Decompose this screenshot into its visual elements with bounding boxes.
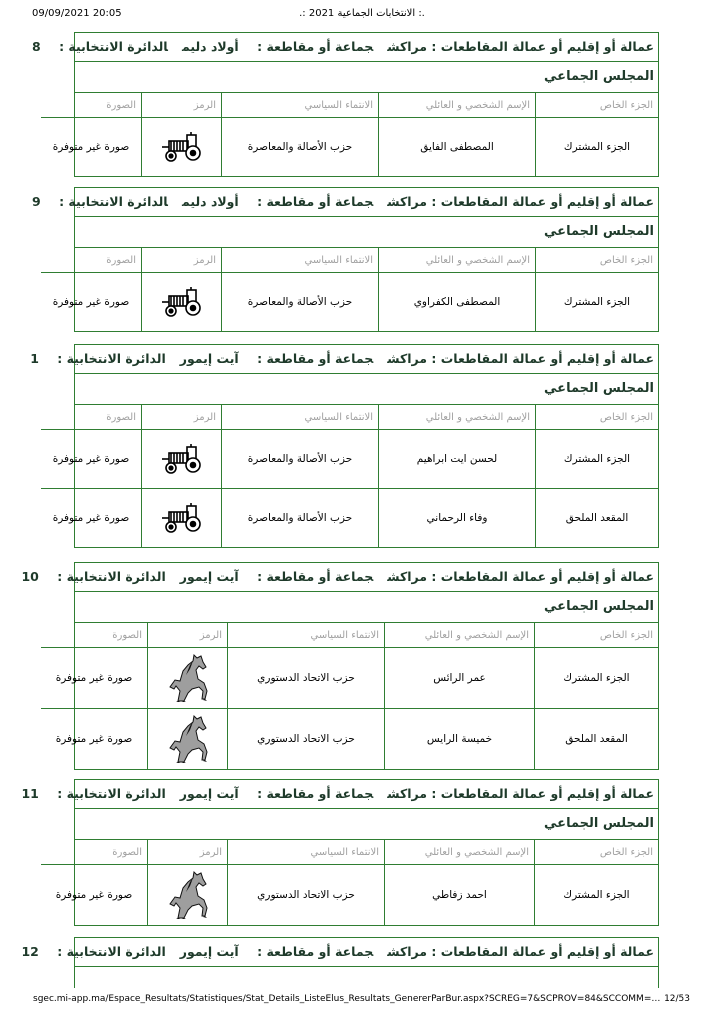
district-block-1 xyxy=(30,344,659,548)
name-cell: المصطفى الكفراوي xyxy=(379,273,536,332)
table-row xyxy=(41,430,658,489)
table-row xyxy=(41,865,658,926)
tractor-icon xyxy=(160,132,204,162)
col-party: الانتماء السياسي xyxy=(222,405,379,430)
photo-cell: صورة غير متوفرة xyxy=(55,733,133,745)
print-footer xyxy=(0,994,724,1008)
col-symbol: الرمز xyxy=(142,405,222,430)
col-photo: الصورة xyxy=(41,623,148,648)
horse-icon xyxy=(166,714,210,764)
col-symbol: الرمز xyxy=(148,840,228,865)
symbol-cell xyxy=(148,709,228,770)
col-part: الجزء الخاص xyxy=(535,840,659,865)
name-cell: عمر الرائس xyxy=(385,648,535,709)
photo-cell: صورة غير متوفرة xyxy=(41,648,148,709)
district-header: عمالة أو إقليم أو عمالة المقاطعات : مراكشجماعة أو مقاطعة : آيت إيمورالدائرة الانتخابية : 11 xyxy=(75,780,658,809)
district-header: عمالة أو إقليم أو عمالة المقاطعات : مراكشجماعة أو مقاطعة : آيت إيمورالدائرة الانتخابية : 12 xyxy=(75,938,658,967)
col-photo: الصورة xyxy=(41,93,142,118)
name-cell: خميسة الرايس xyxy=(385,709,535,770)
name-cell: احمد زفاطي xyxy=(385,865,535,926)
col-part: الجزء الخاص xyxy=(536,405,659,430)
table-row xyxy=(41,709,658,770)
col-party: الانتماء السياسي xyxy=(222,248,379,273)
symbol-cell xyxy=(148,865,228,926)
council-title: المجلس الجماعي xyxy=(75,374,658,405)
col-name: الإسم الشخصي و العائلي xyxy=(385,623,535,648)
party-cell: حزب الاتحاد الدستوري xyxy=(228,648,385,709)
col-name: الإسم الشخصي و العائلي xyxy=(379,405,536,430)
col-name: الإسم الشخصي و العائلي xyxy=(379,248,536,273)
part-cell: الجزء المشترك xyxy=(536,430,659,489)
symbol-cell xyxy=(142,430,222,489)
party-cell: حزب الاتحاد الدستوري xyxy=(228,865,385,926)
symbol-cell xyxy=(142,489,222,548)
col-symbol: الرمز xyxy=(148,623,228,648)
col-name: الإسم الشخصي و العائلي xyxy=(379,93,536,118)
party-cell: حزب الأصالة والمعاصرة xyxy=(222,430,379,489)
table-row xyxy=(41,273,658,332)
district-header: عمالة أو إقليم أو عمالة المقاطعات : مراكشجماعة أو مقاطعة : آيت إيمورالدائرة الانتخابية : 10 xyxy=(75,563,658,592)
party-cell: حزب الأصالة والمعاصرة xyxy=(222,273,379,332)
col-photo: الصورة xyxy=(41,840,148,865)
district-block-8 xyxy=(32,32,659,177)
symbol-cell xyxy=(142,118,222,177)
col-photo: الصورة xyxy=(41,405,142,430)
col-party: الانتماء السياسي xyxy=(222,93,379,118)
photo-cell: صورة غير متوفرة xyxy=(52,512,130,524)
party-cell: حزب الأصالة والمعاصرة xyxy=(222,489,379,548)
district-block-9 xyxy=(32,187,659,332)
council-title: المجلس الجماعي xyxy=(75,809,658,840)
part-cell: المقعد الملحق xyxy=(535,709,659,770)
tractor-icon xyxy=(160,503,204,533)
print-datetime: 09/09/2021 20:05 xyxy=(32,8,122,19)
table-row xyxy=(41,489,658,548)
horse-icon xyxy=(166,653,210,703)
results-table xyxy=(41,405,658,547)
district-block-11 xyxy=(21,779,659,926)
page-number: 12/53 xyxy=(664,994,690,1004)
part-cell: الجزء المشترك xyxy=(536,273,659,332)
party-cell: حزب الأصالة والمعاصرة xyxy=(222,118,379,177)
district-block-10 xyxy=(21,562,659,770)
results-table xyxy=(41,623,658,769)
col-part: الجزء الخاص xyxy=(536,248,659,273)
results-table xyxy=(41,248,658,331)
district-block-12 xyxy=(21,937,659,988)
name-cell: وفاء الرحماني xyxy=(379,489,536,548)
results-table xyxy=(41,93,658,176)
col-photo: الصورة xyxy=(41,248,142,273)
col-party: الانتماء السياسي xyxy=(228,623,385,648)
horse-icon xyxy=(166,870,210,920)
col-name: الإسم الشخصي و العائلي xyxy=(385,840,535,865)
council-title: المجلس الجماعي xyxy=(75,592,658,623)
col-part: الجزء الخاص xyxy=(535,623,659,648)
party-cell: حزب الاتحاد الدستوري xyxy=(228,709,385,770)
photo-cell: صورة غير متوفرة xyxy=(55,889,133,901)
tractor-icon xyxy=(160,444,204,474)
results-table xyxy=(41,840,658,925)
photo-cell: صورة غير متوفرة xyxy=(52,141,130,153)
symbol-cell xyxy=(142,273,222,332)
district-header: عمالة أو إقليم أو عمالة المقاطعات : مراكشجماعة أو مقاطعة : أولاد دليمالدائرة الانتخابية : 9 xyxy=(75,188,658,217)
part-cell: الجزء المشترك xyxy=(536,118,659,177)
district-header: عمالة أو إقليم أو عمالة المقاطعات : مراكشجماعة أو مقاطعة : آيت إيمورالدائرة الانتخابية : 1 xyxy=(75,345,658,374)
name-cell: المصطفى الفايق xyxy=(379,118,536,177)
council-title: المجلس الجماعي xyxy=(75,62,658,93)
col-party: الانتماء السياسي xyxy=(228,840,385,865)
part-cell: الجزء المشترك xyxy=(535,648,659,709)
part-cell: المقعد الملحق xyxy=(536,489,659,548)
tractor-icon xyxy=(160,287,204,317)
symbol-cell xyxy=(148,648,228,709)
print-url: sgec.mi-app.ma/Espace_Resultats/Statistiques/Stat_Details_ListeElus_Resultats_GenererParBur.aspx?SCREG=7&SCPROV=84&SCCOMM=… xyxy=(33,994,661,1004)
council-title: المجلس الجماعي xyxy=(75,217,658,248)
name-cell: لحسن ايت ابراهيم xyxy=(379,430,536,489)
part-cell: الجزء المشترك xyxy=(535,865,659,926)
table-row xyxy=(41,648,658,709)
print-header xyxy=(0,8,724,24)
col-symbol: الرمز xyxy=(142,93,222,118)
col-symbol: الرمز xyxy=(142,248,222,273)
photo-cell: صورة غير متوفرة xyxy=(52,296,130,308)
district-header: عمالة أو إقليم أو عمالة المقاطعات : مراكشجماعة أو مقاطعة : أولاد دليمالدائرة الانتخابية : 8 xyxy=(75,33,658,62)
table-row xyxy=(41,118,658,177)
print-title: .: الانتخابات الجماعية 2021 :. xyxy=(299,8,425,19)
col-part: الجزء الخاص xyxy=(536,93,659,118)
photo-cell: صورة غير متوفرة xyxy=(41,430,142,489)
